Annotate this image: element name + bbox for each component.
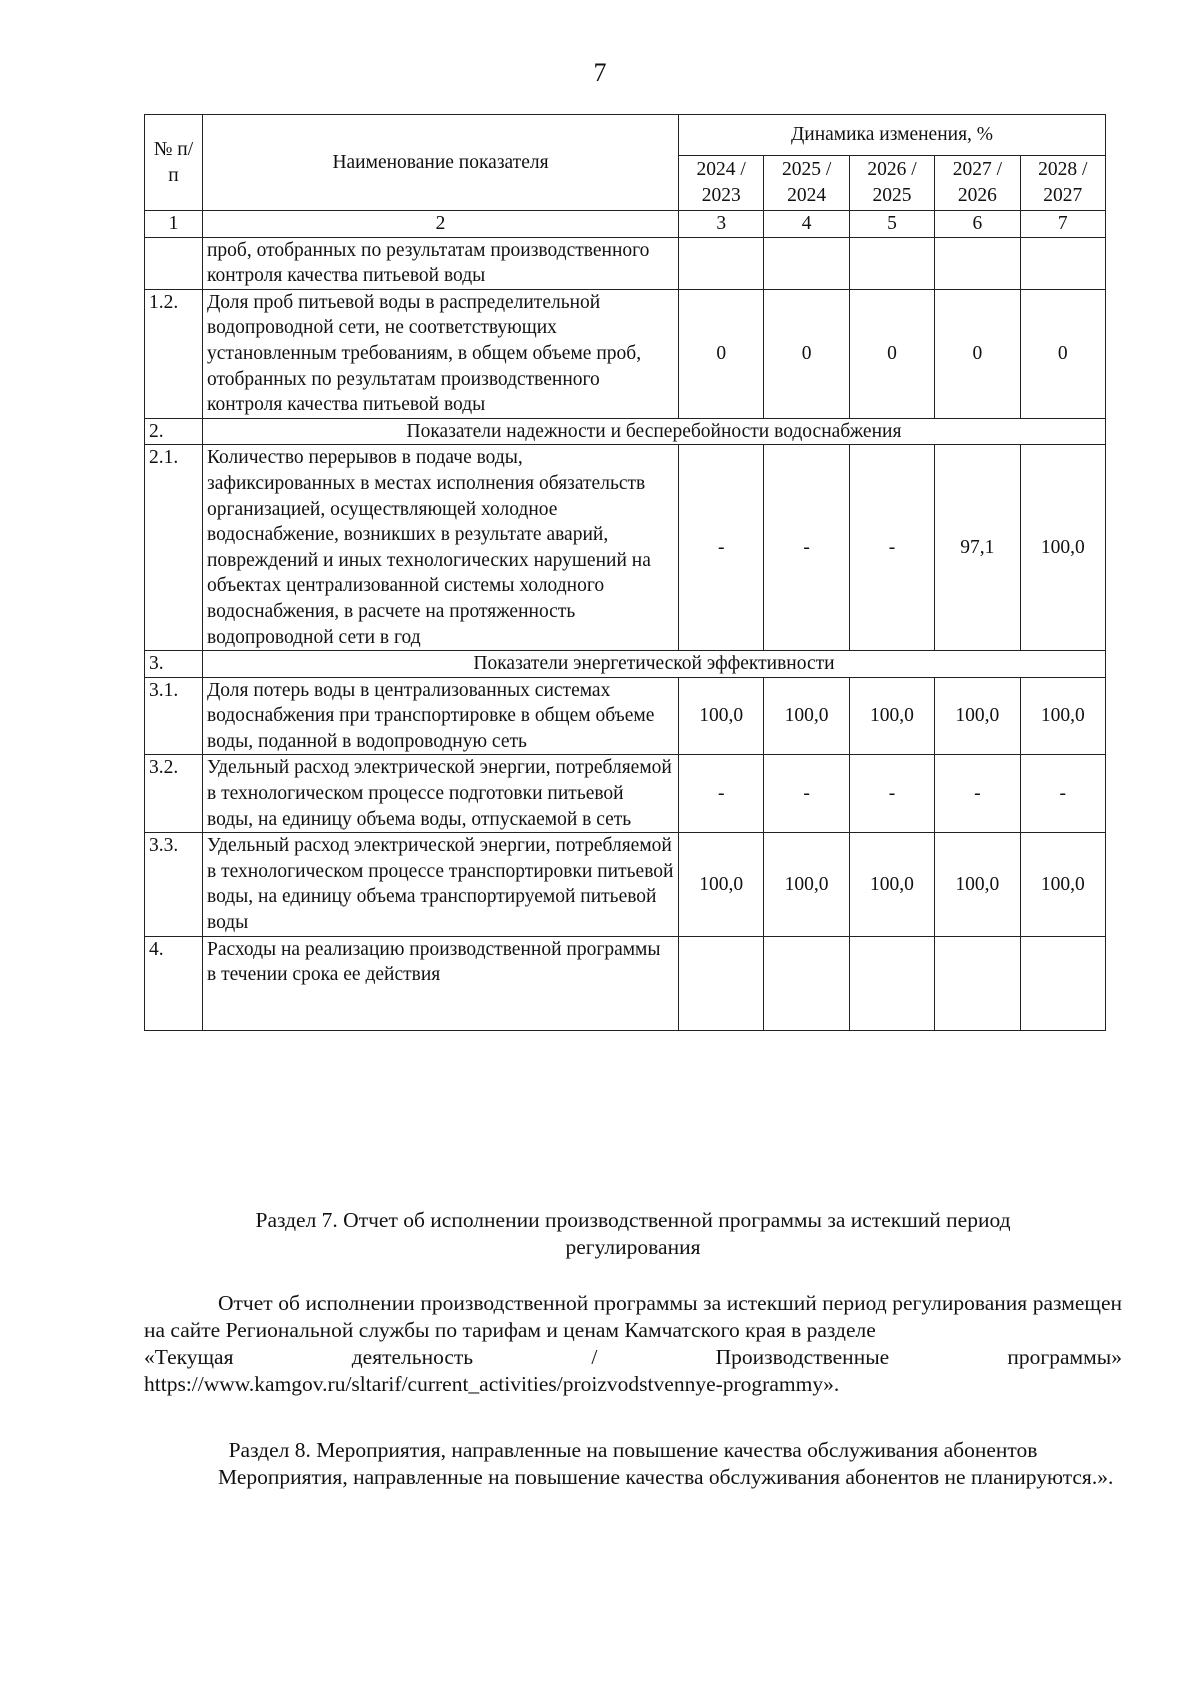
- header-year: 2026 / 2025: [849, 156, 934, 211]
- section-row: [145, 418, 1106, 445]
- indicator-value: 0: [849, 289, 934, 418]
- row-number: [145, 237, 203, 289]
- section7-heading-line2: регулирования: [565, 1235, 701, 1259]
- column-number: 6: [935, 211, 1020, 238]
- indicator-value: 100,0: [764, 677, 849, 755]
- section-title: Показатели надежности и бесперебойности водоснабжения: [203, 418, 1106, 445]
- paragraph-word: программы»: [1007, 1345, 1122, 1369]
- indicator-value: [935, 237, 1020, 289]
- section8-paragraph: Мероприятия, направленные на повышение качества обслуживания абонентов не планируются.».: [218, 1465, 1114, 1489]
- indicator-value: 100,0: [1020, 677, 1105, 755]
- indicator-value: -: [679, 755, 764, 833]
- table-row: [145, 289, 1106, 418]
- header-num: № п/п: [145, 115, 203, 211]
- indicator-name: Количество перерывов в подаче воды, зафиксированных в местах исполнения обязательств организацией, осуществляющей холодное водоснабжение, возникших в результате аварий, повреждений и иных технологических нарушений на объектах централизованной системы холодного водоснабжения, в расчете на протяженность водопроводной сети в год: [203, 445, 679, 651]
- column-number: 7: [1020, 211, 1105, 238]
- indicator-value: -: [935, 755, 1020, 833]
- indicator-value: [1020, 237, 1105, 289]
- row-number: 3.1.: [145, 677, 203, 755]
- row-number: 1.2.: [145, 289, 203, 418]
- row-number: 3.3.: [145, 833, 203, 936]
- column-number: 5: [849, 211, 934, 238]
- header-name: Наименование показателя: [203, 115, 679, 211]
- column-number: 4: [764, 211, 849, 238]
- indicator-value: 100,0: [764, 833, 849, 936]
- section8-heading: Раздел 8. Мероприятия, направленные на повышение качества обслуживания абонентов: [228, 1438, 1038, 1462]
- row-number: 2.1.: [145, 445, 203, 651]
- section7-heading-line1: Раздел 7. Отчет об исполнении производственной программы за истекший период: [255, 1208, 1011, 1232]
- section7-url: https://www.kamgov.ru/sltarif/current_activities/proizvodstvennye-programmy».: [144, 1372, 840, 1396]
- row-number: 3.2.: [145, 755, 203, 833]
- column-number: 2: [203, 211, 679, 238]
- paragraph-word: /: [591, 1345, 598, 1369]
- page-number: 7: [593, 58, 607, 87]
- section7-paragraph-spread: [144, 1344, 1122, 1371]
- indicator-value: 0: [764, 289, 849, 418]
- header-year: 2024 / 2023: [679, 156, 764, 211]
- indicator-value: -: [764, 445, 849, 651]
- indicator-value: [764, 237, 849, 289]
- table-row: [145, 833, 1106, 936]
- paragraph-word: «Текущая: [144, 1345, 234, 1369]
- table-row: [145, 936, 1106, 1030]
- indicator-value: 100,0: [849, 833, 934, 936]
- indicator-value: [1020, 936, 1105, 1030]
- indicator-value: 100,0: [679, 677, 764, 755]
- section7-heading: [144, 1207, 1122, 1261]
- table-row: [145, 677, 1106, 755]
- table-row: [145, 237, 1106, 289]
- section7-paragraph: [144, 1290, 1122, 1398]
- indicator-value: -: [764, 755, 849, 833]
- paragraph-word: деятельность: [351, 1345, 474, 1369]
- indicator-value: 0: [935, 289, 1020, 418]
- row-number: 2.: [145, 418, 203, 445]
- row-number: 4.: [145, 936, 203, 1030]
- column-numbering-row: [145, 211, 1106, 238]
- indicator-value: [849, 237, 934, 289]
- indicator-value: 0: [679, 289, 764, 418]
- header-year: 2028 / 2027: [1020, 156, 1105, 211]
- indicator-value: 100,0: [935, 677, 1020, 755]
- column-number: 3: [679, 211, 764, 238]
- indicator-value: [935, 936, 1020, 1030]
- header-year: 2025 / 2024: [764, 156, 849, 211]
- indicator-value: [679, 237, 764, 289]
- indicator-value: 100,0: [1020, 833, 1105, 936]
- indicator-value: [849, 936, 934, 1030]
- indicator-value: 97,1: [935, 445, 1020, 651]
- indicator-name: Расходы на реализацию производственной программы в течении срока ее действия: [203, 936, 679, 1030]
- section-row: [145, 651, 1106, 678]
- indicator-value: 100,0: [849, 677, 934, 755]
- indicator-value: 100,0: [935, 833, 1020, 936]
- indicator-value: 0: [1020, 289, 1105, 418]
- header-year: 2027 / 2026: [935, 156, 1020, 211]
- indicator-value: 100,0: [679, 833, 764, 936]
- table-row: [145, 445, 1106, 651]
- paragraph-word: Производственные: [715, 1345, 890, 1369]
- indicator-value: [764, 936, 849, 1030]
- indicator-value: -: [1020, 755, 1105, 833]
- indicator-name: проб, отобранных по результатам производственного контроля качества питьевой воды: [203, 237, 679, 289]
- section7-paragraph-text: Отчет об исполнении производственной программы за истекший период регулирования размещен на сайте Региональной службы по тарифам и ценам Камчатского края в разделе: [144, 1291, 1122, 1342]
- indicator-value: -: [679, 445, 764, 651]
- section-title: Показатели энергетической эффективности: [203, 651, 1106, 678]
- indicator-name: Удельный расход электрической энергии, потребляемой в технологическом процессе подготовки питьевой воды, на единицу объема воды, отпускаемой в сеть: [203, 755, 679, 833]
- indicator-value: -: [849, 755, 934, 833]
- indicator-value: [679, 936, 764, 1030]
- table-row: [145, 755, 1106, 833]
- header-dynamics: Динамика изменения, %: [679, 115, 1106, 156]
- indicator-name: Удельный расход электрической энергии, потребляемой в технологическом процессе транспортировки питьевой воды, на единицу объема транспортируемой питьевой воды: [203, 833, 679, 936]
- indicator-name: Доля проб питьевой воды в распределительной водопроводной сети, не соответствующих установленным требованиям, в общем объеме проб, отобранных по результатам производственного контроля качества питьевой воды: [203, 289, 679, 418]
- indicator-value: -: [849, 445, 934, 651]
- column-number: 1: [145, 211, 203, 238]
- indicator-name: Доля потерь воды в централизованных системах водоснабжения при транспортировке в общем объеме воды, поданной в водопроводную сеть: [203, 677, 679, 755]
- indicator-value: 100,0: [1020, 445, 1105, 651]
- indicators-table: [144, 114, 1106, 1031]
- row-number: 3.: [145, 651, 203, 678]
